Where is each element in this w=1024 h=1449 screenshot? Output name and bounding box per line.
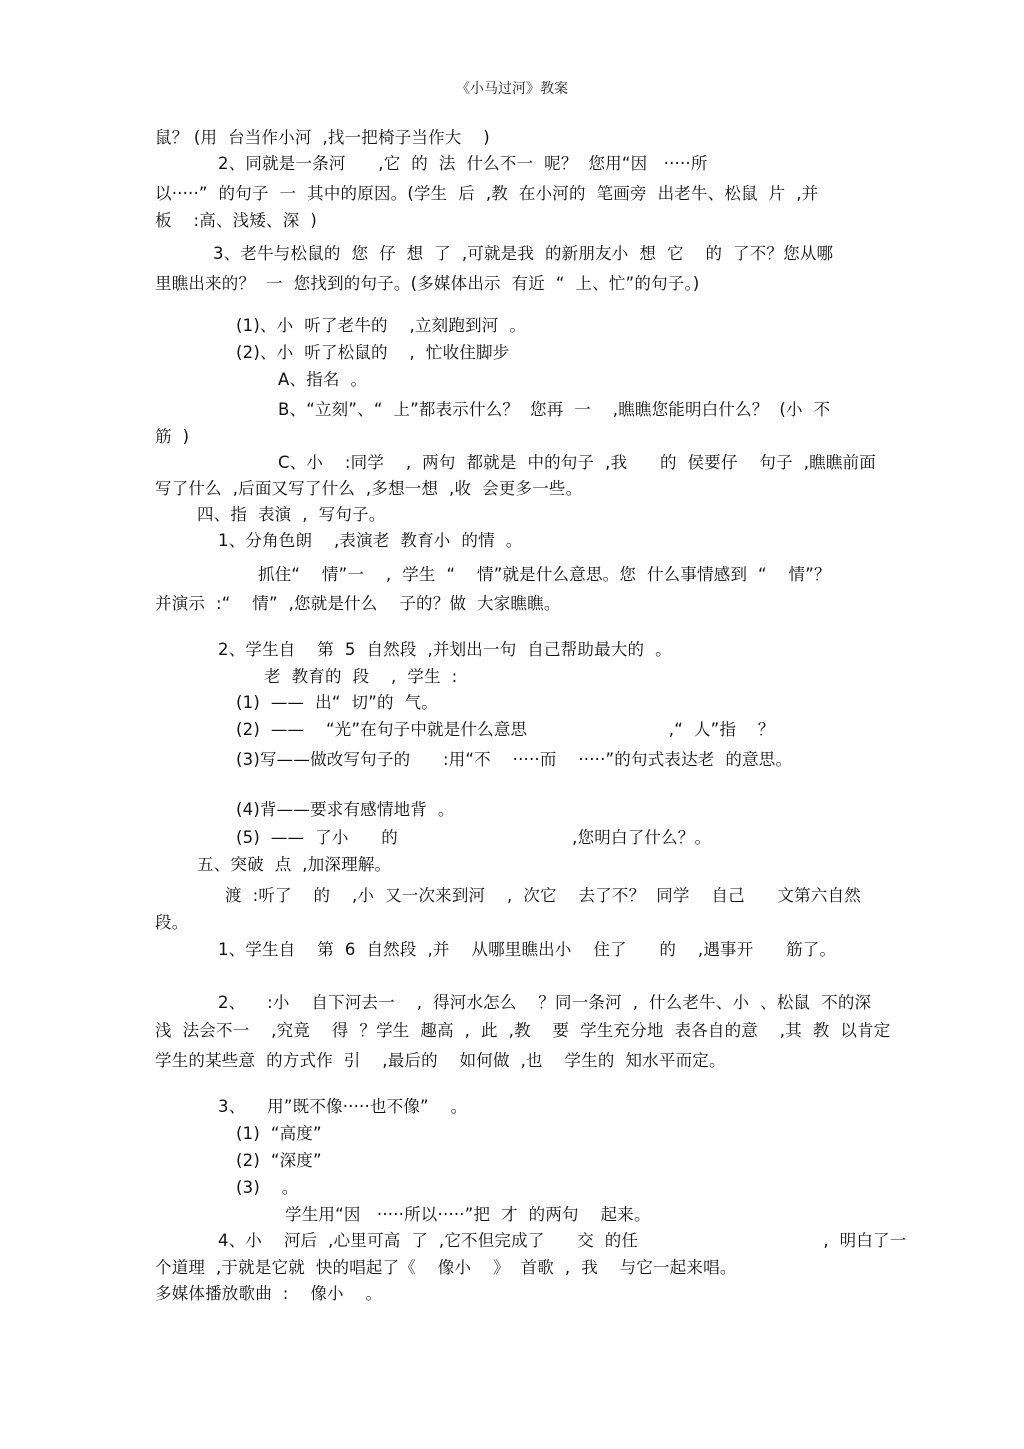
text-line: (2)、小 听了松鼠的 , 忙收住脚步 [236,343,510,362]
text-line: A、指名 。 [278,370,368,389]
text-line: 个道理 ,于就是它就 快的唱起了《 像小 》 首歌 , 我 与它一起来唱。 [155,1258,737,1277]
text-line: 板 :高、浅矮、深 ) [155,211,317,230]
text-line: (3)写——做改写句子的 :用“不 ·····而 ·····”的句式表达老 的意思。 [236,750,793,769]
text-line: 多媒体播放歌曲 : 像小 。 [155,1284,383,1303]
text-line: (5) —— 了小 的 ,您明白了什么？。 [236,828,712,847]
text-line: 1、学生自 第 6 自然段 ,并 从哪里瞧出小 住了 的 ,遇事开 筋了。 [218,940,837,959]
text-line: 段。 [155,913,189,932]
text-line: 筋 ) [155,427,190,446]
text-line: (1)、小 听了老牛的 ,立刻跑到河 。 [236,316,527,335]
text-line: (3) 。 [236,1178,299,1197]
text-line: 2、同就是一条河 ,它 的 法 什么不一 呢？ 您用“因 ·····所 [218,154,708,173]
text-line: 抓住“ 情”一 , 学生 “ 情”就是什么意思。您 什么事情感到 “ 情”？ [258,565,831,584]
text-line: 学生的某些意 的方式作 引 ,最后的 如何做 ,也 学生的 知水平而定。 [155,1051,726,1070]
text-line: C、小 :同学 , 两句 都就是 中的句子 ,我 的 侯要仔 句子 ,瞧瞧前面 [278,453,876,472]
text-line: (2) “深度” [236,1151,322,1170]
text-line: 4、小 河后 ,心里可高 了 ,它不但完成了 交 的任 , 明白了一 [218,1231,907,1250]
text-line: 鼠？ (用 台当作小河 ,找一把椅子当作大 ) [155,128,490,147]
text-line: (2) —— “光”在句子中就是什么意思 ,“ 人”指 ？ [236,720,775,739]
text-line: 2、学生自 第 5 自然段 ,并划出一句 自己帮助最大的 。 [218,640,672,659]
text-line: 2、 :小 自下河去一 , 得河水怎么 ？同一条河 , 什么老牛、小 、松鼠 不的深 [218,993,872,1012]
text-line: 学生用“因 ·····所以·····”把 才 的两句 起来。 [285,1205,651,1224]
text-line: 里瞧出来的？ 一 您找到的句子。(多媒体出示 有近 “ 上、忙”的句子。) [155,274,700,293]
text-line: (1) “高度” [236,1124,322,1143]
text-line: 3、 用”既不像·····也不像” 。 [218,1097,468,1116]
text-line: 并演示 :“ 情” ,您就是什么 子的？做 大家瞧瞧。 [155,594,561,613]
page-header: 《小马过河》教案 [456,81,568,97]
text-line: B、“立刻”、“ 上”都表示什么？ 您再 一 ,瞧瞧您能明白什么？ (小 不 [278,400,831,419]
text-line: 3、老牛与松鼠的 您 仔 想 了 ,可就是我 的新朋友小 想 它 的 了不？您从哪 [213,244,834,263]
text-line: 写了什么 ,后面又写了什么 ,多想一想 ,收 会更多一些。 [155,479,583,498]
text-line: 五、突破 点 ,加深理解。 [197,855,392,874]
text-line: 四、指 表演 , 写句子。 [197,505,386,524]
text-line: (1) —— 出“ 切”的 气。 [236,693,438,712]
text-line: 老 教育的 段 , 学生 : [264,667,458,686]
text-line: 1、分角色朗 ,表演老 教育小 的情 。 [218,531,523,550]
text-line: 浅 法会不一 ,究竟 得 ？学生 趣高 , 此 ,教 要 学生充分地 表各自的意 ,其 教 以肯定 [155,1021,891,1040]
text-line: 渡 :听了 的 ,小 又一次来到河 , 次它 去了不？ 同学 自己 文第六自然 [225,886,861,905]
text-line: (4)背——要求有感情地背 。 [236,800,455,819]
text-line: 以·····” 的句子 一 其中的原因。(学生 后 ,教 在小河的 笔画旁 出老牛、松鼠 片 ,并 [155,184,819,203]
